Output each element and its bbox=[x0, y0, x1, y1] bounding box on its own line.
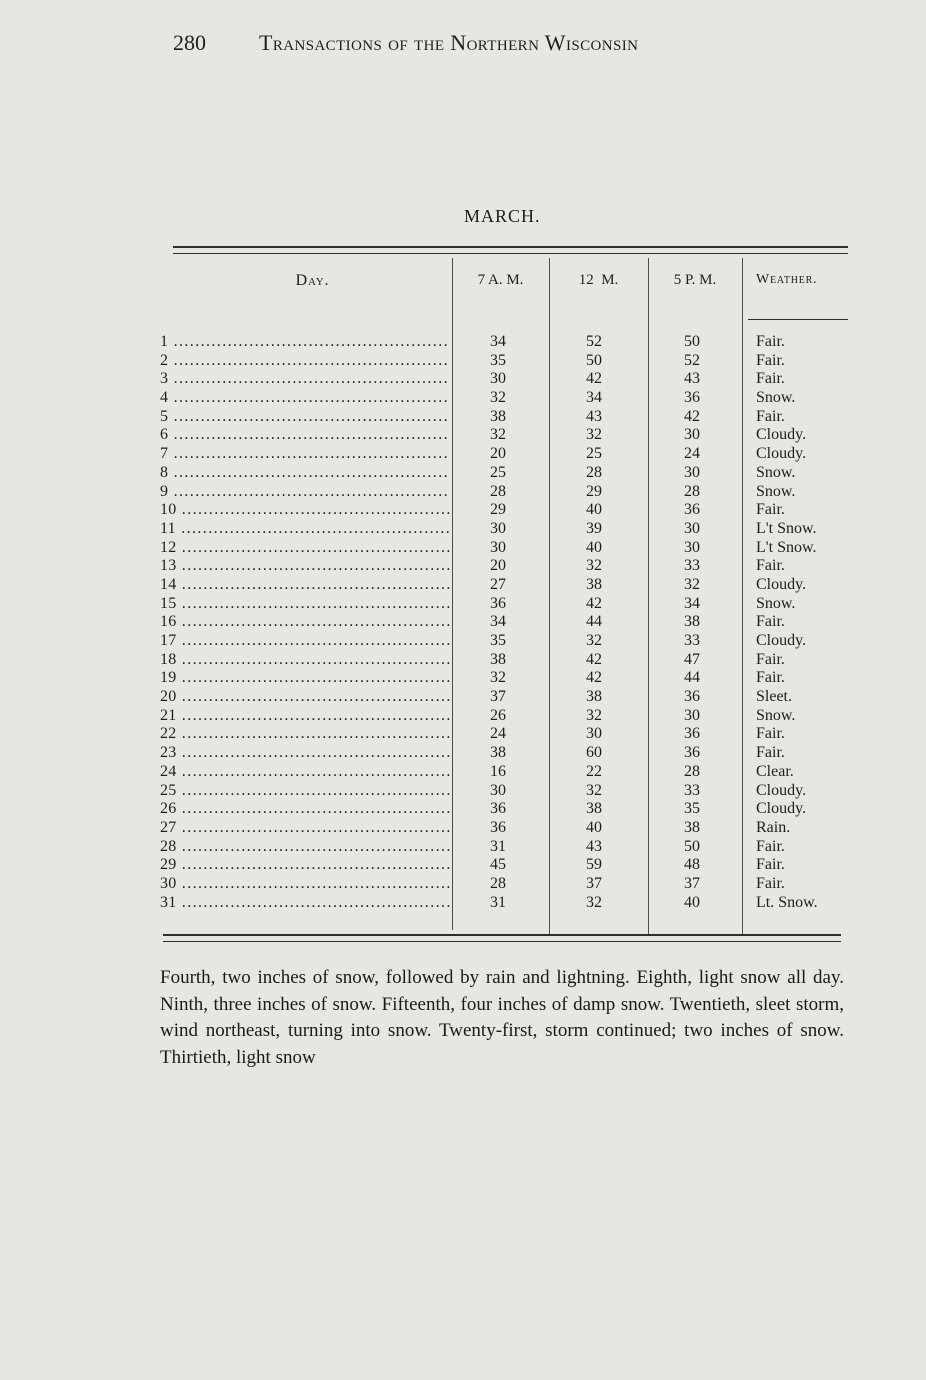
day-number: 26 ..... bbox=[160, 800, 450, 819]
temp-7am: 30 bbox=[490, 538, 506, 556]
temp-7am: 45 bbox=[490, 856, 506, 874]
temp-noon: 39 bbox=[586, 519, 602, 537]
temp-5pm: 36 bbox=[684, 688, 700, 706]
day-number: 6 ..... bbox=[160, 426, 450, 445]
temp-noon: 40 bbox=[586, 501, 602, 519]
table-row bbox=[160, 595, 860, 614]
temp-5pm: 38 bbox=[684, 818, 700, 836]
weather-condition: Fair. bbox=[756, 351, 785, 369]
day-number: 2 ..... bbox=[160, 352, 450, 371]
day-number: 20 ..... bbox=[160, 688, 450, 707]
temp-noon: 37 bbox=[586, 874, 602, 892]
temp-noon: 32 bbox=[586, 706, 602, 724]
day-number: 18 ..... bbox=[160, 651, 450, 670]
temp-7am: 38 bbox=[490, 407, 506, 425]
weather-notes: Fourth, two inches of snow, followed by rain and lightning. Eighth, light snow all day. Ninth, three inches of snow. Fifteenth, four inches of damp snow. Twentieth, sleet storm, wind northeast, turning into snow. Twenty-first, storm continued; two inches of snow. Thirtieth, light snow bbox=[160, 967, 844, 1068]
column-header-noon: 12 M. bbox=[578, 272, 619, 288]
temp-7am: 25 bbox=[490, 463, 506, 481]
temp-7am: 36 bbox=[490, 594, 506, 612]
weather-header-underline bbox=[748, 319, 848, 320]
day-number: 12 ..... bbox=[160, 539, 450, 558]
temp-7am: 31 bbox=[490, 893, 506, 911]
temp-5pm: 30 bbox=[684, 538, 700, 556]
page-number: 280 bbox=[173, 30, 206, 55]
day-number: 13 ..... bbox=[160, 557, 450, 576]
weather-condition: Fair. bbox=[756, 837, 785, 855]
day-number: 28 ..... bbox=[160, 838, 450, 857]
column-header-weather: Weather. bbox=[756, 272, 818, 287]
weather-condition: Fair. bbox=[756, 856, 785, 874]
table-row bbox=[160, 352, 860, 371]
table-row bbox=[160, 800, 860, 819]
temp-5pm: 28 bbox=[684, 762, 700, 780]
table-top-rule-inner bbox=[173, 253, 848, 254]
temp-5pm: 37 bbox=[684, 874, 700, 892]
table-row bbox=[160, 819, 860, 838]
day-number: 9 ..... bbox=[160, 483, 450, 502]
table-row bbox=[160, 539, 860, 558]
temp-noon: 25 bbox=[586, 445, 602, 463]
table-row bbox=[160, 763, 860, 782]
weather-condition: Cloudy. bbox=[756, 632, 807, 649]
temp-noon: 60 bbox=[586, 744, 602, 762]
weather-condition: Cloudy. bbox=[756, 426, 807, 444]
table-row bbox=[160, 483, 860, 502]
column-header-5pm: 5 P. M. bbox=[673, 272, 717, 288]
day-number: 3 ..... bbox=[160, 370, 450, 389]
table-row bbox=[160, 557, 860, 576]
temp-noon: 34 bbox=[586, 389, 602, 407]
temp-noon: 22 bbox=[586, 762, 602, 780]
temp-7am: 36 bbox=[490, 800, 506, 818]
weather-condition: Rain. bbox=[756, 818, 791, 836]
table-top-rule bbox=[173, 246, 848, 248]
table-row bbox=[160, 875, 860, 894]
weather-condition: Cloudy. bbox=[756, 800, 807, 818]
weather-condition: Clear. bbox=[756, 762, 794, 780]
day-number: 8 ..... bbox=[160, 464, 450, 483]
temp-5pm: 52 bbox=[684, 351, 700, 369]
temp-5pm: 44 bbox=[684, 669, 700, 687]
table-row bbox=[160, 725, 860, 744]
weather-condition: Snow. bbox=[756, 482, 796, 500]
weather-condition: Snow. bbox=[756, 706, 796, 724]
temp-7am: 20 bbox=[490, 445, 506, 463]
temp-5pm: 42 bbox=[684, 407, 700, 425]
weather-condition: Cloudy. bbox=[756, 781, 807, 799]
day-number: 29 ..... bbox=[160, 856, 450, 875]
day-number: 27 ..... bbox=[160, 819, 450, 838]
temp-7am: 32 bbox=[490, 389, 506, 407]
temp-7am: 35 bbox=[490, 351, 506, 369]
weather-condition: Snow. bbox=[756, 594, 796, 612]
day-number: 30 ..... bbox=[160, 875, 450, 894]
temp-7am: 36 bbox=[490, 818, 506, 836]
temp-5pm: 50 bbox=[684, 837, 700, 855]
day-number: 16 ..... bbox=[160, 613, 450, 632]
weather-condition: L't Snow. bbox=[756, 519, 817, 537]
temp-5pm: 35 bbox=[684, 800, 700, 818]
temp-5pm: 43 bbox=[684, 370, 700, 388]
temp-5pm: 38 bbox=[684, 613, 700, 631]
table-row bbox=[160, 501, 860, 520]
day-number: 15 ..... bbox=[160, 595, 450, 614]
weather-condition: Fair. bbox=[756, 370, 785, 388]
day-number: 25 ..... bbox=[160, 782, 450, 801]
day-number: 31 ..... bbox=[160, 894, 450, 913]
table-row bbox=[160, 613, 860, 632]
table-row bbox=[160, 669, 860, 688]
temp-5pm: 40 bbox=[684, 893, 700, 911]
temp-7am: 34 bbox=[490, 333, 506, 350]
temp-5pm: 50 bbox=[684, 333, 700, 350]
temp-7am: 31 bbox=[490, 837, 506, 855]
column-header-7am: 7 A. M. bbox=[477, 272, 524, 288]
weather-condition: Cloudy. bbox=[756, 575, 807, 593]
weather-condition: Fair. bbox=[756, 669, 785, 687]
temp-7am: 30 bbox=[490, 519, 506, 537]
temp-noon: 32 bbox=[586, 426, 602, 444]
running-head-title: Transactions of the Northern Wisconsin bbox=[259, 30, 639, 55]
temp-noon: 30 bbox=[586, 725, 602, 743]
temp-5pm: 24 bbox=[684, 445, 700, 463]
weather-condition: Fair. bbox=[756, 333, 785, 350]
table-row bbox=[160, 408, 860, 427]
table-row bbox=[160, 426, 860, 445]
temp-5pm: 33 bbox=[684, 632, 700, 649]
temp-7am: 30 bbox=[490, 781, 506, 799]
temp-7am: 32 bbox=[490, 669, 506, 687]
temp-7am: 26 bbox=[490, 706, 506, 724]
weather-condition: Lt. Snow. bbox=[756, 893, 818, 911]
table-title: MARCH. bbox=[464, 206, 541, 226]
temp-5pm: 34 bbox=[684, 594, 700, 612]
temp-5pm: 30 bbox=[684, 426, 700, 444]
table-row bbox=[160, 389, 860, 408]
temp-noon: 59 bbox=[586, 856, 602, 874]
temp-noon: 29 bbox=[586, 482, 602, 500]
day-number: 19 ..... bbox=[160, 669, 450, 688]
temp-7am: 37 bbox=[490, 688, 506, 706]
table-row bbox=[160, 445, 860, 464]
temp-7am: 29 bbox=[490, 501, 506, 519]
table-row bbox=[160, 782, 860, 801]
temp-5pm: 30 bbox=[684, 519, 700, 537]
temp-5pm: 33 bbox=[684, 781, 700, 799]
temp-noon: 42 bbox=[586, 669, 602, 687]
table-row bbox=[160, 894, 860, 913]
day-number: 14 ..... bbox=[160, 576, 450, 595]
day-number: 4 ..... bbox=[160, 389, 450, 408]
day-number: 23 ..... bbox=[160, 744, 450, 763]
temp-noon: 44 bbox=[586, 613, 602, 631]
table-row bbox=[160, 576, 860, 595]
weather-condition: Sleet. bbox=[756, 688, 792, 706]
column-header-day: Day. bbox=[295, 272, 330, 289]
temp-7am: 32 bbox=[490, 426, 506, 444]
temp-noon: 32 bbox=[586, 781, 602, 799]
temp-noon: 40 bbox=[586, 538, 602, 556]
temp-7am: 20 bbox=[490, 557, 506, 575]
temp-noon: 42 bbox=[586, 370, 602, 388]
temp-5pm: 36 bbox=[684, 725, 700, 743]
temp-noon: 43 bbox=[586, 837, 602, 855]
temp-noon: 32 bbox=[586, 893, 602, 911]
temp-5pm: 33 bbox=[684, 557, 700, 575]
weather-condition: Fair. bbox=[756, 501, 785, 519]
running-head bbox=[173, 30, 813, 66]
temp-noon: 28 bbox=[586, 463, 602, 481]
day-number: 10 ..... bbox=[160, 501, 450, 520]
day-number: 22 ..... bbox=[160, 725, 450, 744]
temp-7am: 24 bbox=[490, 725, 506, 743]
temp-7am: 28 bbox=[490, 874, 506, 892]
temp-7am: 27 bbox=[490, 575, 506, 593]
day-number: 11 ..... bbox=[160, 520, 450, 539]
temp-7am: 35 bbox=[490, 632, 506, 649]
weather-condition: L't Snow. bbox=[756, 538, 817, 556]
temp-7am: 28 bbox=[490, 482, 506, 500]
day-number: 17 ..... bbox=[160, 632, 450, 651]
temp-noon: 32 bbox=[586, 632, 602, 649]
weather-condition: Fair. bbox=[756, 725, 785, 743]
temp-7am: 38 bbox=[490, 744, 506, 762]
temp-5pm: 36 bbox=[684, 389, 700, 407]
temp-noon: 32 bbox=[586, 557, 602, 575]
day-number: 21 ..... bbox=[160, 707, 450, 726]
temp-noon: 40 bbox=[586, 818, 602, 836]
temp-noon: 38 bbox=[586, 800, 602, 818]
temp-5pm: 47 bbox=[684, 650, 700, 668]
temp-5pm: 36 bbox=[684, 501, 700, 519]
temp-5pm: 30 bbox=[684, 706, 700, 724]
table-body bbox=[160, 333, 860, 912]
table-row bbox=[160, 520, 860, 539]
table-row bbox=[160, 688, 860, 707]
temp-noon: 38 bbox=[586, 688, 602, 706]
table-row bbox=[160, 856, 860, 875]
temp-noon: 43 bbox=[586, 407, 602, 425]
day-number: 1 ..... bbox=[160, 333, 450, 352]
table-row bbox=[160, 651, 860, 670]
table-bottom-rule-inner bbox=[163, 941, 841, 942]
table-row bbox=[160, 707, 860, 726]
table-row bbox=[160, 370, 860, 389]
day-number: 7 ..... bbox=[160, 445, 450, 464]
weather-condition: Snow. bbox=[756, 389, 796, 407]
weather-condition: Fair. bbox=[756, 613, 785, 631]
weather-condition: Fair. bbox=[756, 744, 785, 762]
temp-noon: 52 bbox=[586, 333, 602, 350]
table-row bbox=[160, 333, 860, 352]
temp-7am: 34 bbox=[490, 613, 506, 631]
temp-noon: 42 bbox=[586, 594, 602, 612]
weather-condition: Cloudy. bbox=[756, 445, 807, 463]
table-bottom-rule bbox=[163, 934, 841, 936]
weather-condition: Fair. bbox=[756, 874, 785, 892]
temp-noon: 42 bbox=[586, 650, 602, 668]
weather-condition: Fair. bbox=[756, 650, 785, 668]
table-row bbox=[160, 744, 860, 763]
weather-condition: Snow. bbox=[756, 463, 796, 481]
temp-7am: 30 bbox=[490, 370, 506, 388]
weather-condition: Fair. bbox=[756, 407, 785, 425]
temp-5pm: 28 bbox=[684, 482, 700, 500]
table-row bbox=[160, 464, 860, 483]
temp-7am: 16 bbox=[490, 762, 506, 780]
table-row bbox=[160, 632, 860, 651]
day-number: 5 ..... bbox=[160, 408, 450, 427]
temp-noon: 50 bbox=[586, 351, 602, 369]
table-row bbox=[160, 838, 860, 857]
temp-noon: 38 bbox=[586, 575, 602, 593]
temp-5pm: 36 bbox=[684, 744, 700, 762]
temp-5pm: 32 bbox=[684, 575, 700, 593]
weather-condition: Fair. bbox=[756, 557, 785, 575]
temp-5pm: 30 bbox=[684, 463, 700, 481]
temp-7am: 38 bbox=[490, 650, 506, 668]
temp-5pm: 48 bbox=[684, 856, 700, 874]
day-number: 24 ..... bbox=[160, 763, 450, 782]
